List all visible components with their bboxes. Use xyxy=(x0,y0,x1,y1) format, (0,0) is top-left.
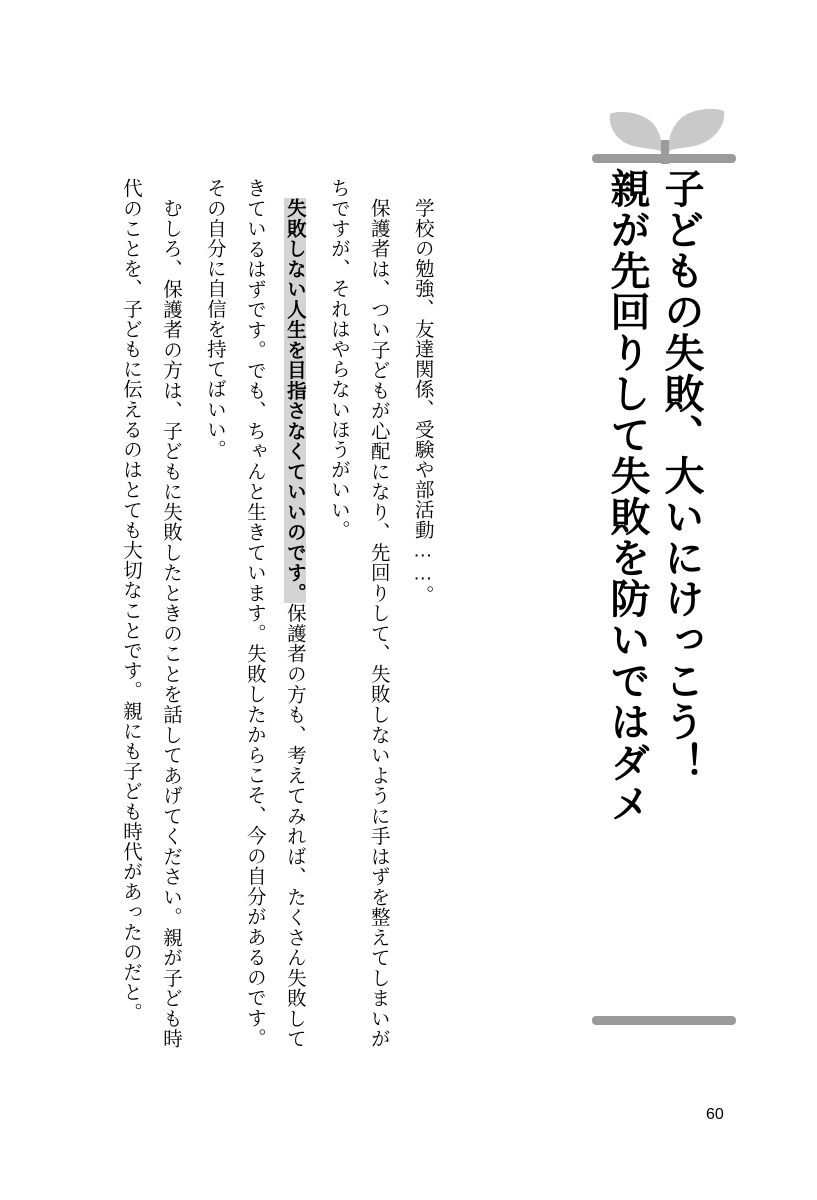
paragraph-text: 保護者は、つい子どもが心配になり、先回りして、失敗しないように手はずを整えてしまいがちですが、それはやらないほうがいい。 xyxy=(327,178,390,1048)
page-title-line1: 子どもの失敗、大いにけっこう！ xyxy=(659,168,703,783)
paragraph-text: 学校の勉強、友達関係、受験や部活動……。 xyxy=(411,197,434,605)
page-title xyxy=(600,168,708,868)
page-number: 60 xyxy=(706,1106,724,1123)
page-title-line2: 親が先回りして失敗を防いではダメ xyxy=(605,168,649,824)
paragraph-text: 保護者の方も、考えてみれば、たくさん失敗してきているはずです。でも、ちゃんと生きています。失敗したからこそ、今の自分があるのです。その自分に自信を持てばいい。 xyxy=(203,178,306,1049)
paragraph xyxy=(318,178,398,1048)
body-text-block xyxy=(110,178,580,1048)
body-column xyxy=(110,178,442,1048)
paragraph xyxy=(402,178,442,1048)
highlighted-sentence: 失敗しない人生を目指さなくていいのです。 xyxy=(283,197,306,603)
title-rule-bottom xyxy=(592,1016,736,1025)
paragraph xyxy=(194,178,314,1048)
title-rule-top xyxy=(592,154,736,163)
paragraph-text: むしろ、保護者の方は、子どもに失敗したときのことを話してあげてください。親が子ども時代のことを、子どもに伝えるのはとても大切なことです。親にも子ども時代があったのだと。 xyxy=(119,178,182,1048)
paragraph xyxy=(110,178,190,1048)
